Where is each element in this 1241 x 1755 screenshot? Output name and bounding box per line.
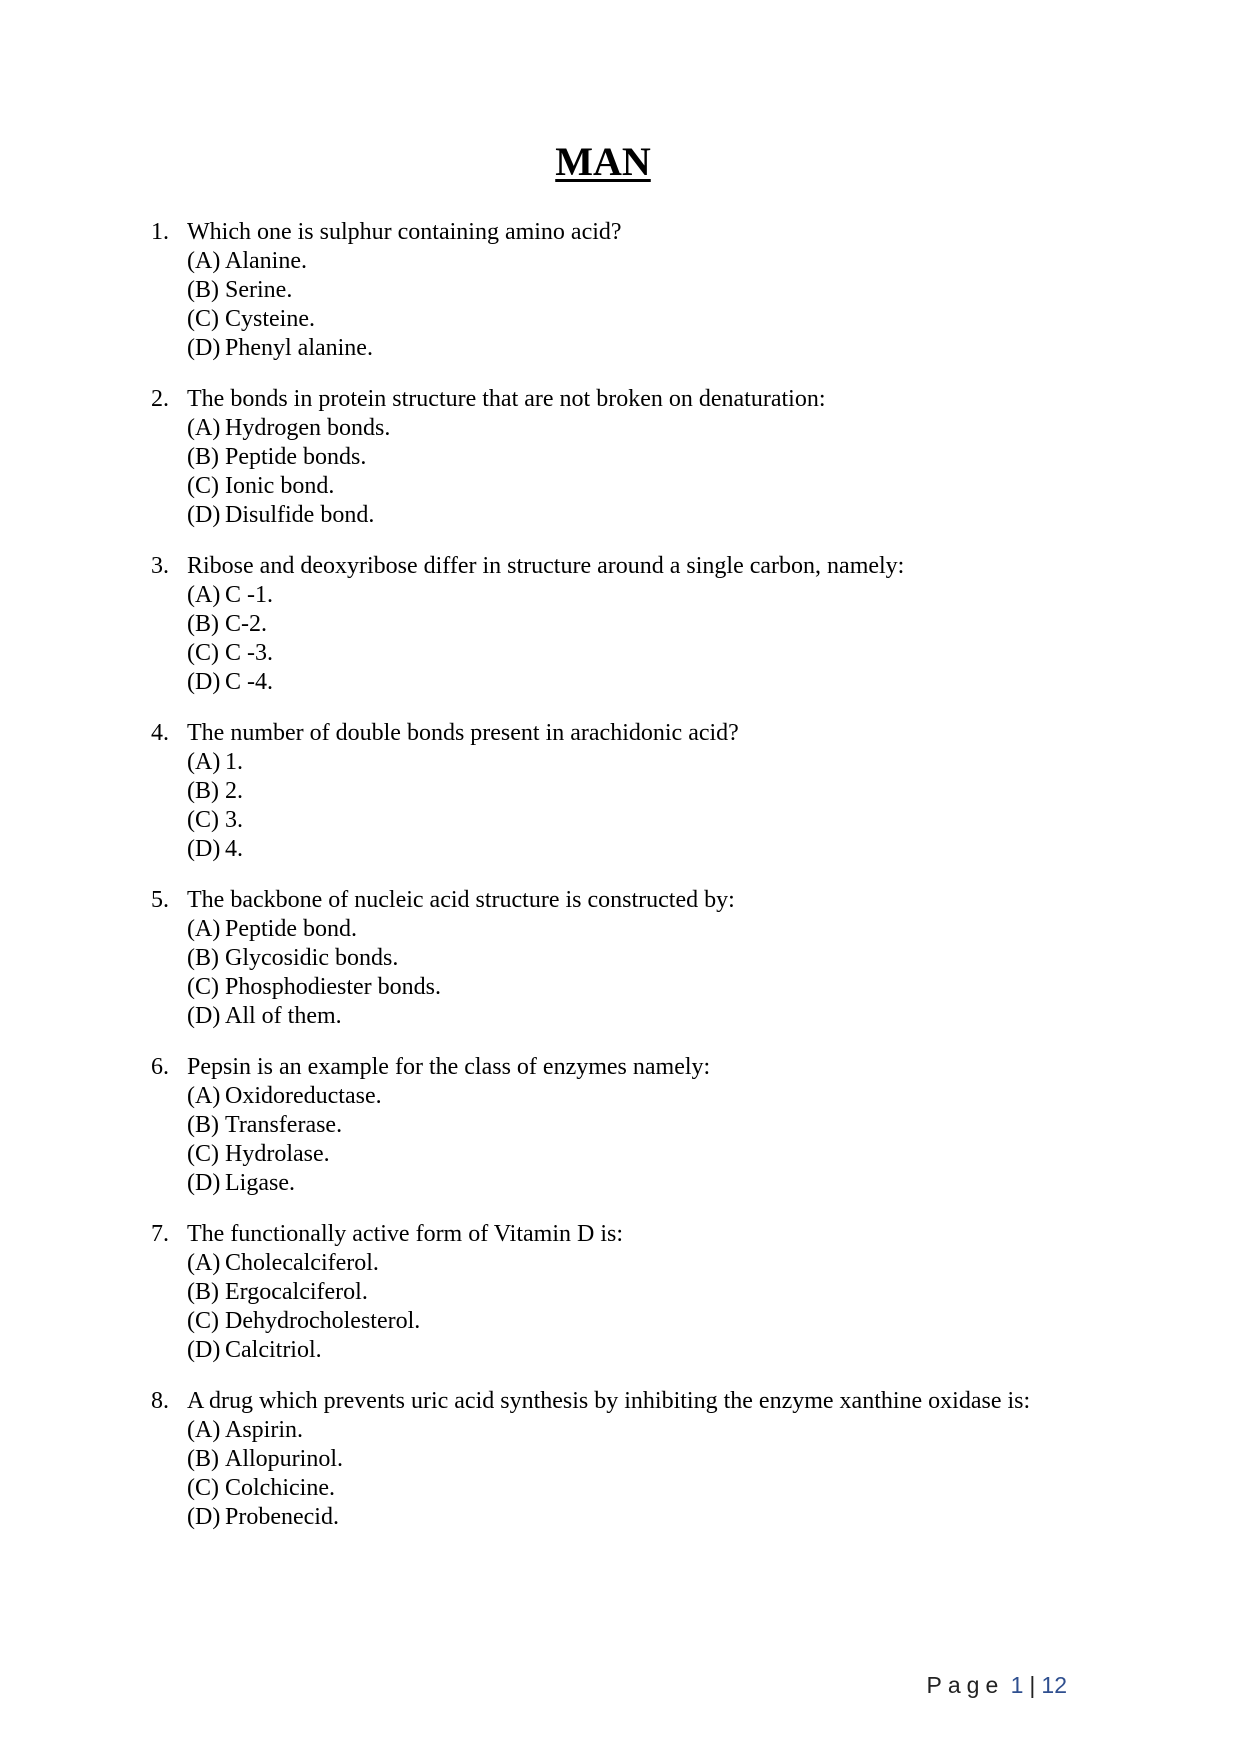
answer-option: [151, 777, 1151, 806]
option-letter: (A): [187, 1083, 221, 1109]
option-text: Calcitriol.: [225, 1337, 322, 1363]
option-text: Ergocalciferol.: [225, 1279, 368, 1305]
option-text: 3.: [225, 807, 243, 833]
option-text: C-2.: [225, 611, 267, 637]
option-text: Glycosidic bonds.: [225, 945, 399, 971]
question-item: [151, 1387, 1151, 1532]
option-letter: (C): [187, 1308, 219, 1334]
option-text: Colchicine.: [225, 1475, 335, 1501]
answer-option: [151, 1278, 1151, 1307]
option-letter: (B): [187, 277, 219, 303]
option-text: C -3.: [225, 640, 273, 666]
question-text: A drug which prevents uric acid synthesis by inhibiting the enzyme xanthine oxidase is:: [187, 1388, 1031, 1414]
answer-option: [151, 1002, 1151, 1031]
option-letter: (B): [187, 778, 219, 804]
option-letter: (A): [187, 248, 221, 274]
question-item: [151, 218, 1151, 363]
option-letter: (B): [187, 1446, 219, 1472]
answer-option: [151, 668, 1151, 697]
option-letter: (D): [187, 669, 221, 695]
question-text: Ribose and deoxyribose differ in structure around a single carbon, namely:: [187, 553, 905, 579]
answer-option: [151, 835, 1151, 864]
answer-option: [151, 639, 1151, 668]
answer-option: [151, 1082, 1151, 1111]
option-letter: (A): [187, 415, 221, 441]
option-letter: (B): [187, 1279, 219, 1305]
question-list: [151, 218, 1151, 1554]
answer-option: [151, 1111, 1151, 1140]
answer-option: [151, 276, 1151, 305]
answer-option: [151, 944, 1151, 973]
question-line: [151, 1387, 1151, 1416]
question-item: [151, 552, 1151, 697]
option-text: Allopurinol.: [225, 1446, 343, 1472]
answer-option: [151, 443, 1151, 472]
question-item: [151, 886, 1151, 1031]
option-letter: (C): [187, 1141, 219, 1167]
footer-current-page: 1: [1010, 1672, 1024, 1698]
question-text: The functionally active form of Vitamin D is:: [187, 1221, 624, 1247]
question-line: [151, 1220, 1151, 1249]
question-text: Pepsin is an example for the class of enzymes namely:: [187, 1054, 711, 1080]
option-text: Phosphodiester bonds.: [225, 974, 441, 1000]
option-text: Serine.: [225, 277, 293, 303]
option-letter: (C): [187, 640, 219, 666]
answer-option: [151, 581, 1151, 610]
option-text: All of them.: [225, 1003, 342, 1029]
question-item: [151, 719, 1151, 864]
question-item: [151, 385, 1151, 530]
question-number: 1.: [151, 219, 169, 245]
option-text: Aspirin.: [225, 1417, 303, 1443]
answer-option: [151, 806, 1151, 835]
option-text: Phenyl alanine.: [225, 335, 373, 361]
option-text: Hydrogen bonds.: [225, 415, 391, 441]
option-letter: (C): [187, 306, 219, 332]
option-letter: (A): [187, 582, 221, 608]
footer-page-label: Page: [926, 1672, 1005, 1698]
answer-option: [151, 472, 1151, 501]
option-letter: (C): [187, 1475, 219, 1501]
question-number: 3.: [151, 553, 169, 579]
answer-option: [151, 1416, 1151, 1445]
question-item: [151, 1220, 1151, 1365]
question-line: [151, 218, 1151, 247]
option-text: Peptide bonds.: [225, 444, 367, 470]
option-text: 1.: [225, 749, 243, 775]
option-letter: (D): [187, 1337, 221, 1363]
option-letter: (C): [187, 473, 219, 499]
answer-option: [151, 973, 1151, 1002]
footer-separator: |: [1029, 1672, 1036, 1698]
question-line: [151, 719, 1151, 748]
page-footer: [927, 1672, 1067, 1699]
question-number: 6.: [151, 1054, 169, 1080]
option-letter: (D): [187, 1003, 221, 1029]
option-letter: (A): [187, 1250, 221, 1276]
question-number: 7.: [151, 1221, 169, 1247]
option-text: Disulfide bond.: [225, 502, 375, 528]
answer-option: [151, 1140, 1151, 1169]
option-text: Ionic bond.: [225, 473, 335, 499]
option-letter: (B): [187, 1112, 219, 1138]
option-letter: (C): [187, 807, 219, 833]
option-text: Peptide bond.: [225, 916, 357, 942]
option-text: 2.: [225, 778, 243, 804]
answer-option: [151, 247, 1151, 276]
answer-option: [151, 610, 1151, 639]
answer-option: [151, 334, 1151, 363]
question-number: 2.: [151, 386, 169, 412]
option-text: Cholecalciferol.: [225, 1250, 379, 1276]
question-line: [151, 886, 1151, 915]
answer-option: [151, 1445, 1151, 1474]
option-text: 4.: [225, 836, 243, 862]
question-line: [151, 385, 1151, 414]
answer-option: [151, 915, 1151, 944]
option-letter: (D): [187, 335, 221, 361]
question-item: [151, 1053, 1151, 1198]
option-letter: (A): [187, 916, 221, 942]
question-text: The bonds in protein structure that are not broken on denaturation:: [187, 386, 826, 412]
option-text: Ligase.: [225, 1170, 295, 1196]
option-letter: (D): [187, 1504, 221, 1530]
question-text: Which one is sulphur containing amino acid?: [187, 219, 622, 245]
option-letter: (B): [187, 611, 219, 637]
option-text: Oxidoreductase.: [225, 1083, 382, 1109]
option-letter: (D): [187, 836, 221, 862]
document-title: MAN: [555, 139, 651, 184]
option-text: Hydrolase.: [225, 1141, 330, 1167]
answer-option: [151, 501, 1151, 530]
question-text: The backbone of nucleic acid structure is constructed by:: [187, 887, 735, 913]
question-line: [151, 1053, 1151, 1082]
answer-option: [151, 414, 1151, 443]
option-text: C -4.: [225, 669, 273, 695]
question-number: 8.: [151, 1388, 169, 1414]
option-text: Transferase.: [225, 1112, 343, 1138]
option-text: Alanine.: [225, 248, 307, 274]
option-letter: (D): [187, 1170, 221, 1196]
option-text: Probenecid.: [225, 1504, 339, 1530]
option-letter: (C): [187, 974, 219, 1000]
answer-option: [151, 1169, 1151, 1198]
question-number: 4.: [151, 720, 169, 746]
answer-option: [151, 1307, 1151, 1336]
option-letter: (B): [187, 444, 219, 470]
question-text: The number of double bonds present in arachidonic acid?: [187, 720, 739, 746]
answer-option: [151, 1336, 1151, 1365]
question-number: 5.: [151, 887, 169, 913]
option-letter: (A): [187, 1417, 221, 1443]
option-letter: (D): [187, 502, 221, 528]
option-letter: (B): [187, 945, 219, 971]
option-text: Dehydrocholesterol.: [225, 1308, 421, 1334]
footer-total-pages: 12: [1041, 1672, 1067, 1698]
option-text: Cysteine.: [225, 306, 315, 332]
answer-option: [151, 305, 1151, 334]
answer-option: [151, 748, 1151, 777]
answer-option: [151, 1249, 1151, 1278]
option-letter: (A): [187, 749, 221, 775]
option-text: C -1.: [225, 582, 273, 608]
question-line: [151, 552, 1151, 581]
answer-option: [151, 1474, 1151, 1503]
answer-option: [151, 1503, 1151, 1532]
